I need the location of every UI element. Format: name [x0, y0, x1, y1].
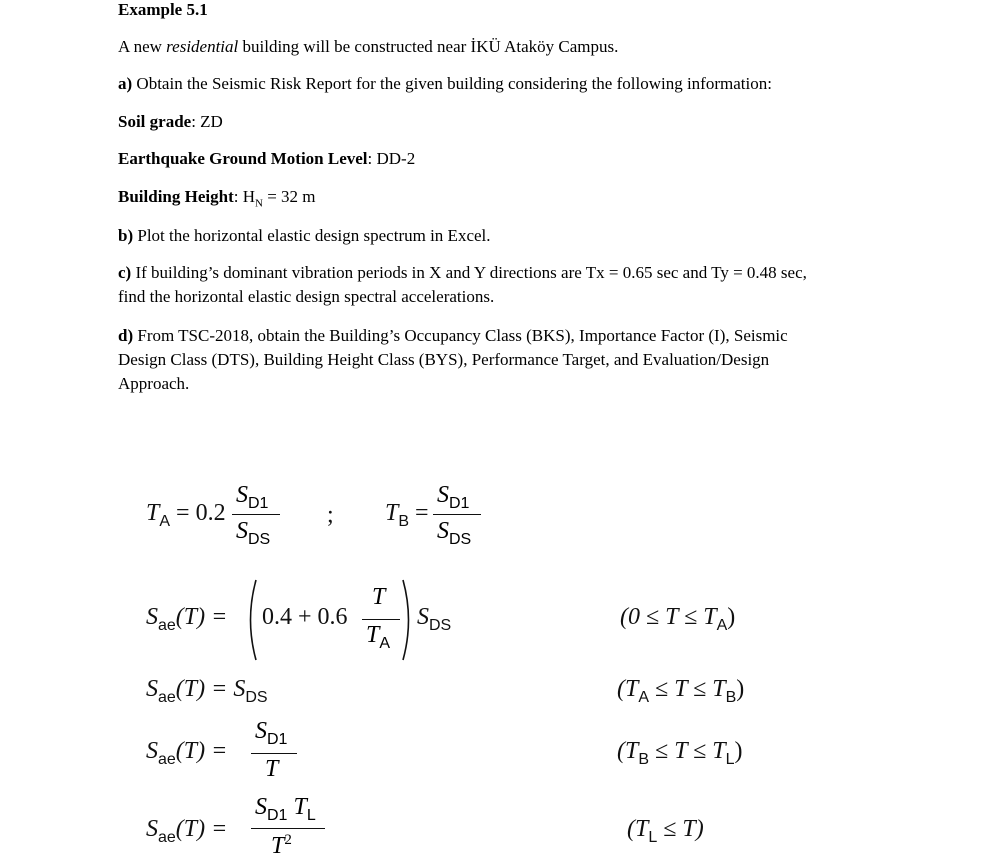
eq1-den-t: T — [366, 622, 380, 648]
part-c-line2: find the horizontal elastic design spectral accelerations. — [118, 287, 495, 306]
eq1-frac-line — [362, 619, 400, 620]
eq2-rhs-sub: DS — [245, 689, 268, 706]
eq2-condition — [617, 676, 744, 707]
eq3-cond-sub2: L — [725, 751, 735, 768]
eq4-num — [255, 794, 316, 825]
eq4-den-t: T — [271, 833, 285, 859]
tb-num-s: S — [437, 482, 449, 508]
eq3-num-s: S — [255, 718, 267, 744]
part-d-line1 — [118, 324, 788, 348]
soil-grade — [118, 110, 223, 134]
eq2-cond-end: ) — [736, 676, 745, 702]
eq3-den: T — [265, 756, 279, 782]
part-b-text: Plot the horizontal elastic design spectrum in Excel. — [133, 226, 491, 245]
part-c-line1 — [118, 261, 807, 285]
part-d-line2: Design Class (DTS), Building Height Class (BYS), Performance Target, and Evaluation/Design — [118, 350, 770, 369]
eq2-cond-sub1: A — [638, 689, 650, 706]
eq1-lhs — [146, 604, 227, 635]
eq4-lhs — [146, 816, 227, 847]
ta-den-sub: DS — [248, 531, 271, 548]
eq2-sae-sub: ae — [158, 689, 176, 706]
example-title: Example 5.1 — [118, 0, 208, 19]
eq4-sae: S — [146, 816, 158, 842]
tb-formula-lhs — [385, 500, 429, 531]
eq4-den-sup: 2 — [284, 832, 292, 848]
part-c-text1: If building’s dominant vibration periods in X and Y directions are Tx = 0.65 sec and Ty = 0.48 sec, — [131, 263, 807, 282]
eq1-tail-sub: DS — [429, 617, 452, 634]
part-d-line3: Approach. — [118, 374, 190, 393]
eq2-cond-sub2: B — [725, 689, 737, 706]
eq4-cond-sub: L — [648, 829, 658, 846]
eq1-arg: (T) = — [175, 604, 228, 630]
ta-num — [236, 482, 268, 513]
ta-fraction — [232, 482, 280, 552]
ta-eq: = 0.2 — [170, 500, 226, 526]
eq3-fraction — [251, 718, 297, 788]
tb-symbol: T — [385, 500, 399, 526]
eq3-sae: S — [146, 738, 158, 764]
eq3-cond: (T — [617, 738, 639, 764]
eq2-cond-mid: ≤ T ≤ T — [649, 676, 726, 702]
part-c-label: c) — [118, 263, 132, 282]
eq3-num — [255, 718, 287, 749]
tb-frac-line — [433, 514, 481, 515]
ta-num-sub: D1 — [248, 495, 269, 512]
ta-den-s: S — [236, 518, 248, 544]
eq1-cond-sub: A — [716, 617, 728, 634]
tb-fraction — [433, 482, 481, 552]
eq3-cond-sub1: B — [638, 751, 650, 768]
eq1-tail — [417, 604, 451, 635]
eq1-cond-end: ) — [727, 604, 736, 630]
eq4-num-s: S — [255, 794, 267, 820]
eq1-den — [366, 622, 390, 653]
ta-den — [236, 518, 270, 549]
height-label: Building Height — [118, 187, 234, 206]
eq1-left-paren — [244, 578, 258, 662]
eq4-frac-line — [251, 828, 325, 829]
eq4-cond-end: ≤ T) — [657, 816, 704, 842]
eq1-cond: (0 ≤ T ≤ T — [620, 604, 717, 630]
eq4-fraction — [251, 794, 325, 866]
ta-formula-lhs — [146, 500, 226, 531]
part-d-text1: From TSC-2018, obtain the Building’s Occupancy Class (BKS), Importance Factor (I), Seismic — [133, 326, 788, 345]
eq3-cond-mid: ≤ T ≤ T — [649, 738, 726, 764]
tb-den-sub: DS — [449, 531, 472, 548]
eq4-condition — [627, 816, 704, 847]
eq2 — [146, 676, 268, 707]
intro-em: residential — [166, 37, 239, 56]
tb-den-s: S — [437, 518, 449, 544]
eq2-sae: S — [146, 676, 158, 702]
eq3-arg: (T) = — [175, 738, 228, 764]
intro-paragraph — [118, 35, 618, 59]
eq4-den — [271, 832, 292, 860]
height-value-sub: N — [254, 197, 263, 210]
part-a-label: a) — [118, 74, 133, 93]
eq1-condition — [620, 604, 735, 635]
eq3-lhs — [146, 738, 227, 769]
eq1-fraction — [362, 584, 400, 654]
tb-eq: = — [409, 500, 429, 526]
eq3-frac-line — [251, 753, 297, 754]
eq2-cond: (T — [617, 676, 639, 702]
height-value-pre: : H — [233, 187, 255, 206]
intro-post: building will be constructed near İKÜ Ataköy Campus. — [238, 37, 619, 56]
eq4-arg: (T) = — [175, 816, 228, 842]
soil-label: Soil grade — [118, 112, 192, 131]
formula-separator: ; — [327, 502, 334, 528]
eq1-tail-s: S — [417, 604, 429, 630]
eq2-rhs: S — [233, 676, 246, 702]
height-value-post: = 32 m — [262, 187, 316, 206]
ta-frac-line — [232, 514, 280, 515]
eq3-condition — [617, 738, 743, 769]
eq-level-label: Earthquake Ground Motion Level — [118, 149, 368, 168]
tb-num — [437, 482, 469, 513]
ta-symbol: T — [146, 500, 160, 526]
eq3-cond-end: ) — [734, 738, 743, 764]
eq3-sae-sub: ae — [158, 751, 176, 768]
eq4-num-sub: D1 — [267, 807, 288, 824]
building-height — [118, 185, 316, 215]
intro-pre: A new — [118, 37, 167, 56]
eq1-right-paren — [401, 578, 415, 662]
ta-sub: A — [159, 513, 171, 530]
eq4-sae-sub: ae — [158, 829, 176, 846]
part-b-label: b) — [118, 226, 134, 245]
earthquake-level — [118, 147, 415, 171]
eq1-sae: S — [146, 604, 158, 630]
eq3-num-sub: D1 — [267, 731, 288, 748]
part-a-text: Obtain the Seismic Risk Report for the given building considering the following information: — [132, 74, 772, 93]
eq1-den-sub: A — [379, 635, 391, 652]
eq1-sae-sub: ae — [158, 617, 176, 634]
tb-sub: B — [398, 513, 410, 530]
eq4-num-t: T — [293, 794, 307, 820]
part-d-label: d) — [118, 326, 134, 345]
tb-num-sub: D1 — [449, 495, 470, 512]
eq-level-value: : DD-2 — [367, 149, 416, 168]
eq4-num-t-sub: L — [306, 807, 316, 824]
eq1-inner: 0.4 + 0.6 — [262, 604, 348, 630]
soil-value: : ZD — [191, 112, 223, 131]
eq4-cond: (T — [627, 816, 649, 842]
part-a — [118, 72, 772, 96]
eq1-num: T — [372, 584, 386, 610]
ta-num-s: S — [236, 482, 248, 508]
eq2-arg: (T) = — [175, 676, 228, 702]
tb-den — [437, 518, 471, 549]
part-b — [118, 224, 491, 248]
